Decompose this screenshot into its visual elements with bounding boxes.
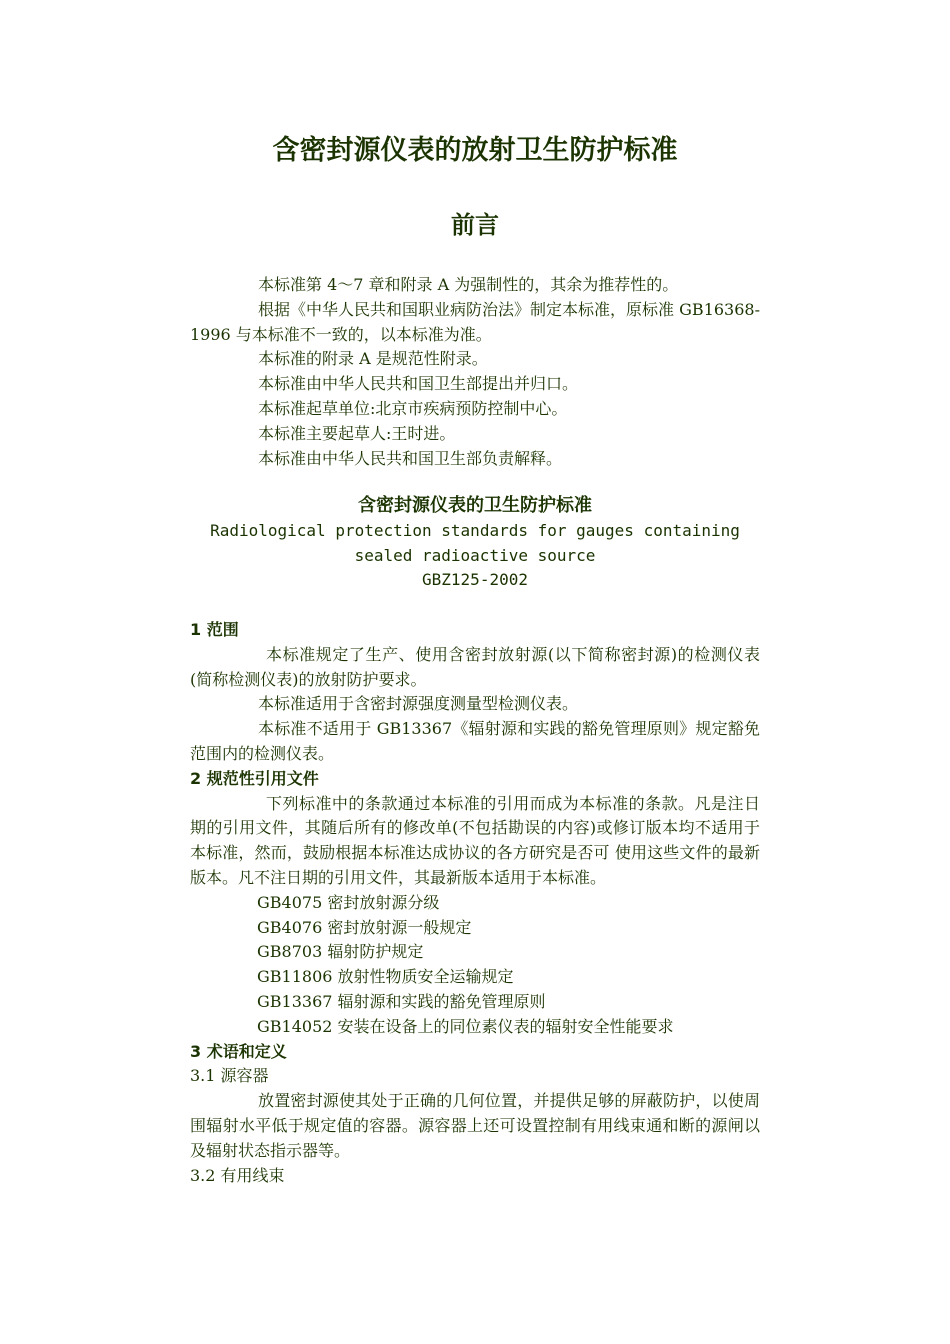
subsection-3-1-heading: 3.1 源容器	[190, 1066, 269, 1086]
body-block	[190, 618, 760, 1188]
preface-paragraph: 根据《中华人民共和国职业病防治法》制定本标准，原标准 GB16368-1996 与本标准不一致的，以本标准为准。	[190, 299, 760, 344]
preface-paragraph: 本标准的附录 A 是规范性附录。	[258, 349, 488, 369]
preface-block	[190, 273, 760, 471]
reference-item: GB4075 密封放射源分级	[257, 892, 440, 912]
section-1-heading: 1 范围	[190, 620, 239, 639]
reference-list	[190, 891, 760, 1040]
preface-paragraph: 本标准由中华人民共和国卫生部提出并归口。	[258, 374, 579, 394]
section-3-heading: 3 术语和定义	[190, 1041, 287, 1061]
preface-paragraph: 本标准起草单位:北京市疾病预防控制中心。	[258, 398, 568, 418]
section-1-paragraph: 本标准不适用于 GB13367《辐射源和实践的豁免管理原则》规定豁免范围内的检测仪表。	[190, 719, 760, 763]
section-2-heading: 2 规范性引用文件	[190, 768, 319, 788]
reference-item: GB4076 密封放射源一般规定	[257, 917, 472, 937]
reference-item: GB14052 安装在设备上的同位素仪表的辐射安全性能要求	[257, 1016, 674, 1036]
section-2-paragraph: 下列标准中的条款通过本标准的引用而成为本标准的条款。凡是注日期的引用文件，其随后所有的修改单(不包括勘误的内容)或修订版本均不适用于本标准，然而，鼓励根据本标准达成协议的各方研究是否可 使用这些文件的最新版本。凡不注日期的引用文件，其最新版本适用于本标准。	[190, 793, 760, 887]
reference-item: GB13367 辐射源和实践的豁免管理原则	[257, 991, 546, 1011]
document-title: 含密封源仪表的放射卫生防护标准	[272, 135, 678, 166]
english-title-block	[0, 519, 950, 593]
section-1-paragraph: 本标准规定了生产、使用含密封放射源(以下简称密封源)的检测仪表(简称检测仪表)的放射防护要求。	[190, 644, 760, 689]
reference-item: GB8703 辐射防护规定	[257, 942, 424, 962]
standard-code: GBZ125-2002	[422, 570, 528, 589]
subsection-3-2-heading: 3.2 有用线束	[190, 1165, 285, 1185]
english-title-line: Radiological protection standards for gauges containing	[210, 521, 740, 540]
preface-heading: 前言	[451, 211, 499, 239]
reference-item: GB11806 放射性物质安全运输规定	[257, 967, 514, 987]
standard-subtitle: 含密封源仪表的卫生防护标准	[358, 495, 592, 516]
preface-paragraph: 本标准第 4～7 章和附录 A 为强制性的，其余为推荐性的。	[258, 275, 679, 294]
section-1-paragraph: 本标准适用于含密封源强度测量型检测仪表。	[258, 694, 579, 714]
preface-paragraph: 本标准由中华人民共和国卫生部负责解释。	[258, 448, 563, 468]
preface-paragraph: 本标准主要起草人:王时进。	[258, 423, 456, 443]
subsection-3-1-paragraph: 放置密封源使其处于正确的几何位置，并提供足够的屏蔽防护，以使周围辐射水平低于规定值的容器。源容器上还可设置控制有用线束通和断的源闸以及辐射状态指示器等。	[190, 1091, 760, 1160]
english-title-line: sealed radioactive source	[354, 545, 596, 565]
